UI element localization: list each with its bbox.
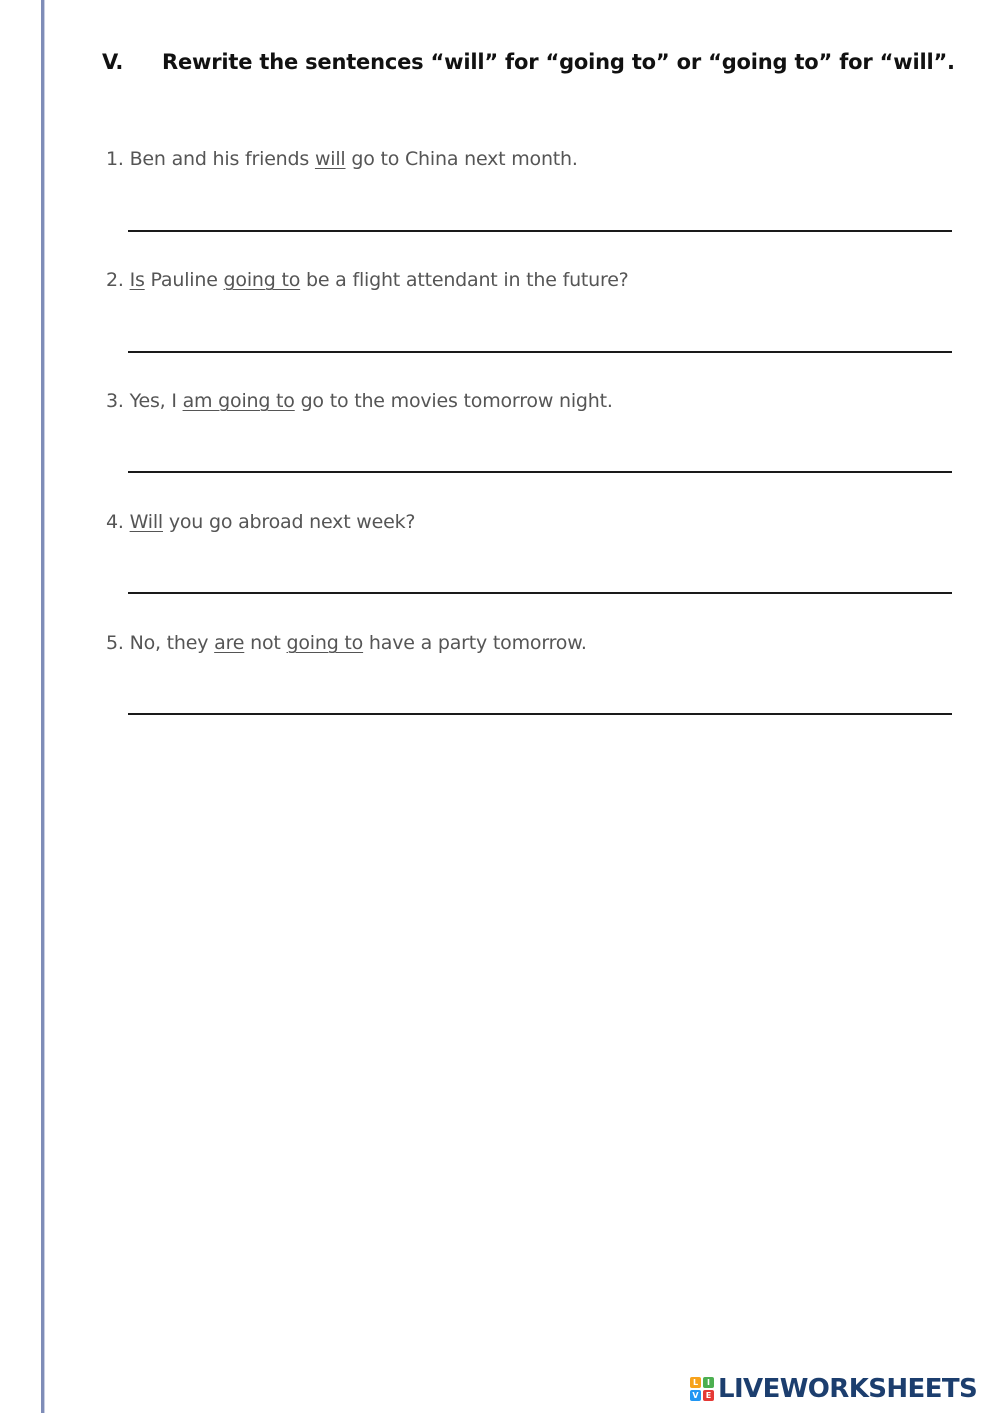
underlined-word: will [314,148,346,170]
underlined-word: Is [129,269,145,291]
liveworksheets-logo-icon [690,1377,714,1401]
exercise-number: V. [102,50,124,74]
question-4 [106,511,415,533]
logo-square-icon: V [690,1390,701,1401]
answer-line-3[interactable] [128,471,952,473]
question-5 [106,632,587,654]
underlined-word: am going to [182,390,295,412]
underlined-word: going to [286,632,364,654]
question-text: 3. Yes, I [106,390,183,412]
exercise-heading [102,50,955,74]
question-text: go to China next month. [345,148,578,170]
logo-square-icon: L [690,1377,701,1388]
question-2 [106,269,629,291]
question-text: 4. [106,511,130,533]
question-text: 1. Ben and his friends [106,148,315,170]
question-text: 5. No, they [106,632,215,654]
liveworksheets-logo [690,1372,977,1406]
question-text: go to the movies tomorrow night. [294,390,613,412]
question-1 [106,148,578,170]
answer-line-2[interactable] [128,351,952,353]
answer-line-4[interactable] [128,592,952,594]
question-text: be a flight attendant in the future? [300,269,629,291]
question-text: not [244,632,287,654]
question-text: Pauline [144,269,224,291]
answer-line-5[interactable] [128,713,952,715]
underlined-word: are [214,632,245,654]
logo-square-icon: E [703,1390,714,1401]
page-margin-line [41,0,45,1413]
logo-square-icon: I [703,1377,714,1388]
question-3 [106,390,613,412]
answer-line-1[interactable] [128,230,952,232]
exercise-instruction: Rewrite the sentences “will” for “going to” or “going to” for “will”. [162,50,955,74]
question-text: 2. [106,269,130,291]
underlined-word: going to [223,269,301,291]
question-text: you go abroad next week? [162,511,416,533]
underlined-word: Will [129,511,163,533]
logo-text: LIVEWORKSHEETS [718,1374,978,1404]
question-text: have a party tomorrow. [363,632,587,654]
